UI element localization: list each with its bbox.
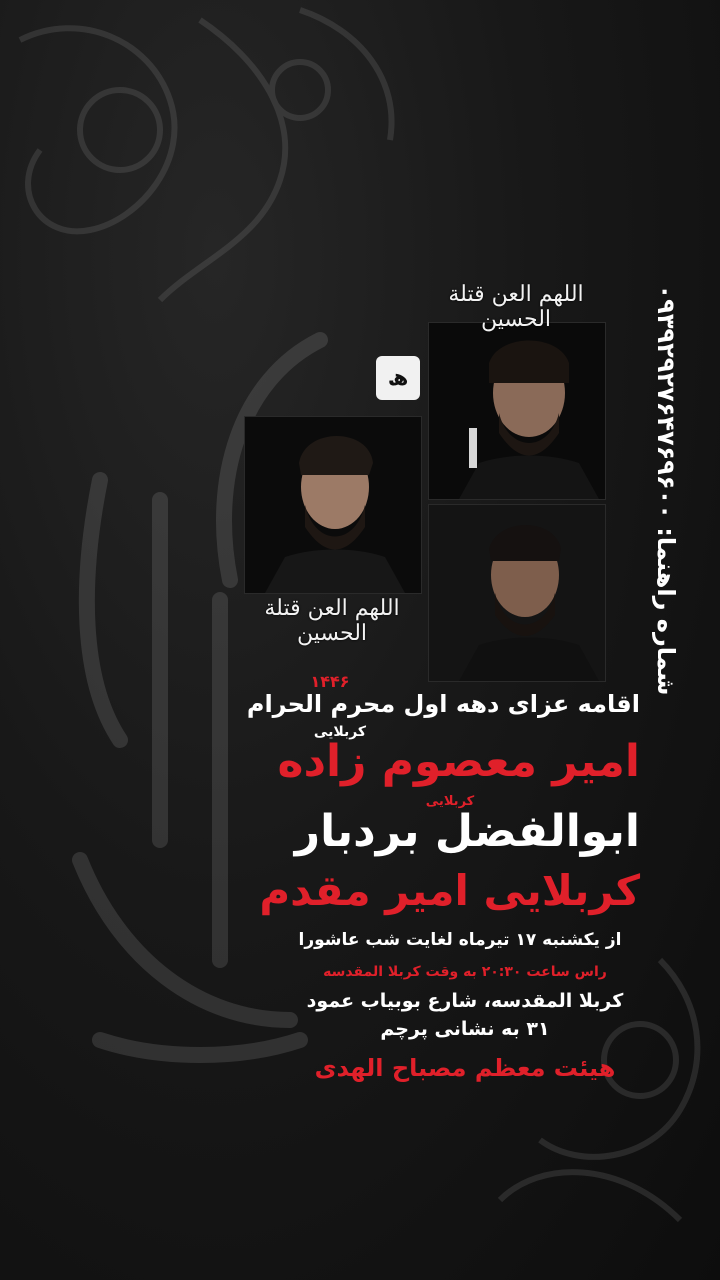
top-ornament-decoration bbox=[0, 0, 420, 360]
speaker-photo-bottom-right bbox=[428, 504, 606, 682]
event-schedule: از یکشنبه ۱۷ تیرماه لغایت شب عاشورا bbox=[298, 930, 622, 950]
event-address-line2: ۳۱ به نشانی پرچم bbox=[380, 1018, 550, 1040]
speaker1-prefix: کربلایی bbox=[313, 724, 367, 740]
speaker1-name: امیر معصوم زاده bbox=[277, 736, 640, 787]
event-year: ۱۴۴۶ bbox=[310, 672, 350, 691]
speaker2-prefix: کربلایی bbox=[425, 794, 475, 809]
event-organizer: هیئت معظم مصباح الهدی bbox=[314, 1054, 616, 1082]
photo-banner-bottom: اللهم العن قتلة الحسین bbox=[264, 596, 400, 646]
photo-banner-top: اللهم العن قتلة الحسین bbox=[448, 282, 584, 332]
organization-logo-icon: ھ bbox=[376, 356, 420, 400]
speaker2-name: ابوالفضل بردبار bbox=[294, 806, 640, 857]
event-heading: اقامه عزای دهه اول محرم الحرام bbox=[246, 690, 640, 718]
speaker3-name: کربلایی امیر مقدم bbox=[259, 866, 640, 915]
speaker-photo-top-right bbox=[428, 322, 606, 500]
contact-phone-number: شماره راهنما: ۰۹۳۹۲۹۲۷۶۴۷۶۹۶۰۰ bbox=[652, 284, 680, 696]
event-time: راس ساعت ۲۰:۳۰ به وقت کربلا المقدسه bbox=[323, 964, 607, 980]
event-address-line1: کربلا المقدسه، شارع بوبیاب عمود bbox=[306, 990, 624, 1012]
speaker-photo-middle-left bbox=[244, 416, 422, 594]
